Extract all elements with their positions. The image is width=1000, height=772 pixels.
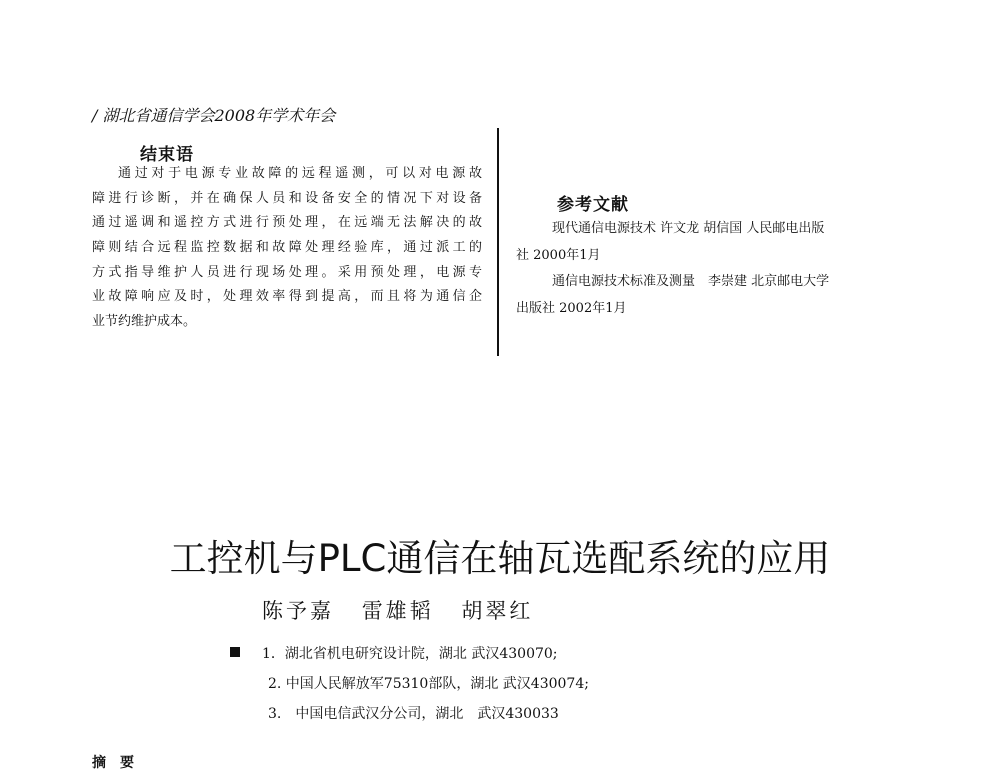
affiliation-bullet-icon [230, 647, 240, 657]
author-list [262, 595, 551, 625]
conclusion-line: 障则结合远程监控数据和故障处理经验库，通过派工的 [92, 240, 482, 256]
abstract-label: 摘 要 [92, 755, 134, 771]
conclusion-line: 通过对于电源专业故障的远程遥测，可以对电源故 [118, 166, 482, 181]
running-header: / 湖北省通信学会2008年学术年会 [92, 106, 336, 125]
affiliation-3: 3. 中国电信武汉分公司，湖北 武汉430033 [268, 706, 559, 722]
author-name: 陈予嘉 [262, 599, 334, 623]
paper-title: 工控机与PLC通信在轴瓦选配系统的应用 [169, 537, 831, 580]
author-name: 雷雄韬 [361, 599, 434, 623]
affiliation-2: 2. 中国人民解放军75310部队，湖北 武汉430074; [268, 676, 589, 692]
conclusion-heading: 结束语 [140, 145, 194, 165]
conclusion-line: 业故障响应及时，处理效率得到提高，而且将为通信企 [92, 289, 482, 305]
column-divider [497, 128, 499, 356]
references-heading: 参考文献 [557, 195, 629, 215]
reference-line: 现代通信电源技术 许文龙 胡信国 人民邮电出版 [552, 221, 825, 236]
author-name: 胡翠红 [461, 599, 534, 623]
conclusion-line: 方式指导维护人员进行现场处理。采用预处理，电源专 [92, 264, 482, 280]
references-list [516, 216, 906, 322]
conclusion-line: 通过遥调和遥控方式进行预处理，在远端无法解决的故 [92, 215, 482, 231]
affiliation-1: 1．湖北省机电研究设计院，湖北 武汉430070; [262, 646, 558, 662]
conclusion-line: 业节约维护成本。 [92, 314, 197, 330]
conclusion-line: 障进行诊断，并在确保人员和设备安全的情况下对设备 [92, 190, 482, 206]
reference-line: 出版社 2002年1月 [516, 300, 627, 316]
reference-line: 社 2000年1月 [516, 247, 601, 263]
conclusion-paragraph [92, 162, 482, 335]
reference-line: 通信电源技术标准及测量 李崇建 北京邮电大学 [552, 274, 830, 289]
